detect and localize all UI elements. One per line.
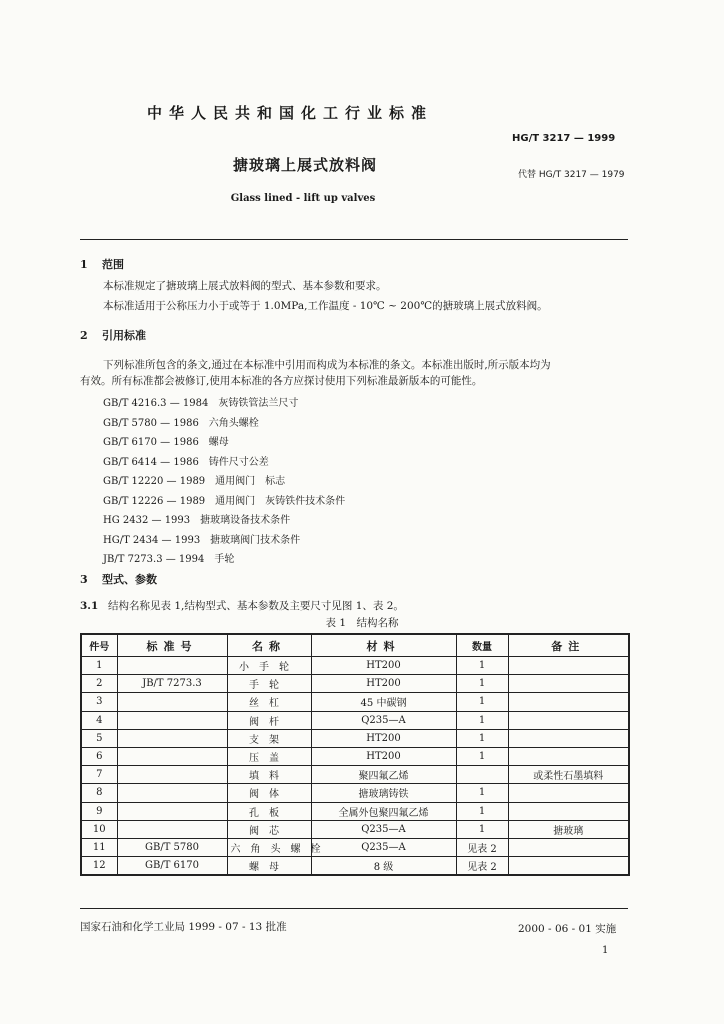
table-row bbox=[81, 675, 629, 693]
table-row bbox=[81, 802, 629, 820]
table-row bbox=[81, 747, 629, 765]
standard-number-cell bbox=[117, 766, 227, 784]
quantity-cell bbox=[456, 766, 508, 784]
organization-title: 中华人民共和国化工行业标准 bbox=[146, 104, 433, 122]
part-name-cell: 阀杆 bbox=[227, 711, 311, 729]
standard-number-cell bbox=[117, 820, 227, 838]
approval-note: 国家石油和化学工业局 1999 - 07 - 13 批准 bbox=[80, 921, 287, 933]
part-number-cell: 10 bbox=[81, 820, 117, 838]
standard-number-cell bbox=[117, 657, 227, 675]
part-name-cell: 手轮 bbox=[227, 675, 311, 693]
part-name-cell: 孔板 bbox=[227, 802, 311, 820]
table-row bbox=[81, 657, 629, 675]
section-2-heading bbox=[80, 327, 146, 343]
part-name-cell: 小手轮 bbox=[227, 657, 311, 675]
material-cell: 8 级 bbox=[311, 857, 456, 876]
remarks-cell bbox=[508, 657, 629, 675]
reference-item: HG/T 2434 — 1993 搪玻璃阀门技术条件 bbox=[103, 535, 301, 546]
section-2-title: 引用标准 bbox=[102, 329, 146, 342]
material-cell: Q235—A bbox=[311, 820, 456, 838]
standard-number-cell bbox=[117, 747, 227, 765]
remarks-cell bbox=[508, 675, 629, 693]
section-3-number: 3 bbox=[80, 573, 88, 586]
reference-item: JB/T 7273.3 — 1994 手轮 bbox=[103, 554, 235, 565]
table-row bbox=[81, 820, 629, 838]
standard-number-cell bbox=[117, 729, 227, 747]
quantity-cell: 1 bbox=[456, 802, 508, 820]
section-3-title: 型式、参数 bbox=[102, 573, 157, 586]
section-1-para-1: 本标准规定了搪玻璃上展式放料阀的型式、基本参数和要求。 bbox=[103, 280, 387, 292]
reference-item: GB/T 4216.3 — 1984 灰铸铁管法兰尺寸 bbox=[103, 398, 299, 409]
material-cell: HT200 bbox=[311, 675, 456, 693]
quantity-cell: 1 bbox=[456, 820, 508, 838]
page-number: 1 bbox=[602, 945, 609, 956]
part-number-cell: 4 bbox=[81, 711, 117, 729]
effective-date: 2000 - 06 - 01 实施 bbox=[518, 923, 617, 935]
part-name-cell: 螺母 bbox=[227, 857, 311, 876]
material-cell: 聚四氟乙烯 bbox=[311, 766, 456, 784]
header-divider bbox=[80, 239, 628, 240]
reference-item: GB/T 12220 — 1989 通用阀门 标志 bbox=[103, 476, 286, 487]
part-number-cell: 7 bbox=[81, 766, 117, 784]
remarks-cell bbox=[508, 857, 629, 876]
material-cell: HT200 bbox=[311, 747, 456, 765]
table-row bbox=[81, 729, 629, 747]
part-number-cell: 2 bbox=[81, 675, 117, 693]
standard-number-cell bbox=[117, 802, 227, 820]
part-name-cell: 阀体 bbox=[227, 784, 311, 802]
material-cell: HT200 bbox=[311, 657, 456, 675]
remarks-cell bbox=[508, 802, 629, 820]
material-cell: Q235—A bbox=[311, 838, 456, 856]
part-name-cell: 支架 bbox=[227, 729, 311, 747]
material-cell: Q235—A bbox=[311, 711, 456, 729]
part-number-cell: 8 bbox=[81, 784, 117, 802]
reference-item: GB/T 12226 — 1989 通用阀门 灰铸铁件技术条件 bbox=[103, 496, 346, 507]
quantity-cell: 见表 2 bbox=[456, 838, 508, 856]
column-header: 数量 bbox=[456, 634, 508, 657]
part-name-cell: 六角头螺栓 bbox=[227, 838, 311, 856]
remarks-cell bbox=[508, 784, 629, 802]
section-1-title: 范围 bbox=[102, 258, 124, 271]
section-2-intro-line-1: 下列标准所包含的条文,通过在本标准中引用而构成为本标准的条文。本标准出版时,所示版本均为 bbox=[103, 359, 551, 371]
parts-table bbox=[80, 633, 630, 876]
part-number-cell: 12 bbox=[81, 857, 117, 876]
remarks-cell: 搪玻璃 bbox=[508, 820, 629, 838]
remarks-cell bbox=[508, 838, 629, 856]
remarks-cell bbox=[508, 747, 629, 765]
part-name-cell: 填料 bbox=[227, 766, 311, 784]
section-1-number: 1 bbox=[80, 258, 88, 271]
material-cell: HT200 bbox=[311, 729, 456, 747]
standard-code: HG/T 3217 — 1999 bbox=[512, 133, 616, 144]
column-header: 材料 bbox=[311, 634, 456, 657]
quantity-cell: 1 bbox=[456, 693, 508, 711]
quantity-cell: 1 bbox=[456, 657, 508, 675]
remarks-cell bbox=[508, 729, 629, 747]
section-3-heading bbox=[80, 571, 157, 587]
table-row bbox=[81, 857, 629, 876]
table-row bbox=[81, 693, 629, 711]
reference-item: GB/T 5780 — 1986 六角头螺栓 bbox=[103, 418, 259, 429]
quantity-cell: 1 bbox=[456, 729, 508, 747]
remarks-cell bbox=[508, 711, 629, 729]
part-number-cell: 1 bbox=[81, 657, 117, 675]
column-header: 名称 bbox=[227, 634, 311, 657]
replaces-note: 代替 HG/T 3217 — 1979 bbox=[518, 170, 625, 180]
table-row bbox=[81, 838, 629, 856]
quantity-cell: 1 bbox=[456, 784, 508, 802]
section-2-intro-line-2: 有效。所有标准都会被修订,使用本标准的各方应探讨使用下列标准最新版本的可能性。 bbox=[80, 375, 483, 387]
part-name-cell: 阀芯 bbox=[227, 820, 311, 838]
table-row bbox=[81, 711, 629, 729]
part-number-cell: 6 bbox=[81, 747, 117, 765]
section-1-heading bbox=[80, 256, 124, 272]
table-header-row bbox=[81, 634, 629, 657]
standard-number-cell bbox=[117, 693, 227, 711]
remarks-cell: 或柔性石墨填料 bbox=[508, 766, 629, 784]
footer-divider bbox=[80, 908, 628, 909]
reference-item: HG 2432 — 1993 搪玻璃设备技术条件 bbox=[103, 515, 291, 526]
part-number-cell: 3 bbox=[81, 693, 117, 711]
table-row bbox=[81, 784, 629, 802]
document-title-english: Glass lined - lift up valves bbox=[230, 193, 376, 204]
column-header: 件号 bbox=[81, 634, 117, 657]
reference-item: GB/T 6170 — 1986 螺母 bbox=[103, 437, 229, 448]
part-number-cell: 11 bbox=[81, 838, 117, 856]
quantity-cell: 见表 2 bbox=[456, 857, 508, 876]
section-2-number: 2 bbox=[80, 329, 88, 342]
part-name-cell: 压盖 bbox=[227, 747, 311, 765]
material-cell: 全属外包聚四氟乙烯 bbox=[311, 802, 456, 820]
section-3-1-body: 结构名称见表 1,结构型式、基本参数及主要尺寸见图 1、表 2。 bbox=[108, 600, 404, 612]
quantity-cell: 1 bbox=[456, 747, 508, 765]
table-row bbox=[81, 766, 629, 784]
material-cell: 45 中碳钢 bbox=[311, 693, 456, 711]
column-header: 标准号 bbox=[117, 634, 227, 657]
section-3-1-number: 3.1 bbox=[80, 600, 99, 612]
standard-number-cell: JB/T 7273.3 bbox=[117, 675, 227, 693]
standard-number-cell bbox=[117, 711, 227, 729]
part-name-cell: 丝杠 bbox=[227, 693, 311, 711]
quantity-cell: 1 bbox=[456, 675, 508, 693]
table-1-caption: 表 1 结构名称 bbox=[325, 617, 399, 629]
section-3-1-text bbox=[80, 599, 404, 613]
standard-number-cell: GB/T 5780 bbox=[117, 838, 227, 856]
document-title: 搪玻璃上展式放料阀 bbox=[232, 156, 377, 174]
section-1-para-2: 本标准适用于公称压力小于或等于 1.0MPa,工作温度 - 10℃ ~ 200℃的搪玻璃上展式放料阀。 bbox=[103, 300, 548, 312]
column-header: 备注 bbox=[508, 634, 629, 657]
part-number-cell: 5 bbox=[81, 729, 117, 747]
standard-number-cell: GB/T 6170 bbox=[117, 857, 227, 876]
quantity-cell: 1 bbox=[456, 711, 508, 729]
part-number-cell: 9 bbox=[81, 802, 117, 820]
remarks-cell bbox=[508, 693, 629, 711]
reference-item: GB/T 6414 — 1986 铸件尺寸公差 bbox=[103, 457, 269, 468]
standard-number-cell bbox=[117, 784, 227, 802]
material-cell: 搪玻璃铸铁 bbox=[311, 784, 456, 802]
